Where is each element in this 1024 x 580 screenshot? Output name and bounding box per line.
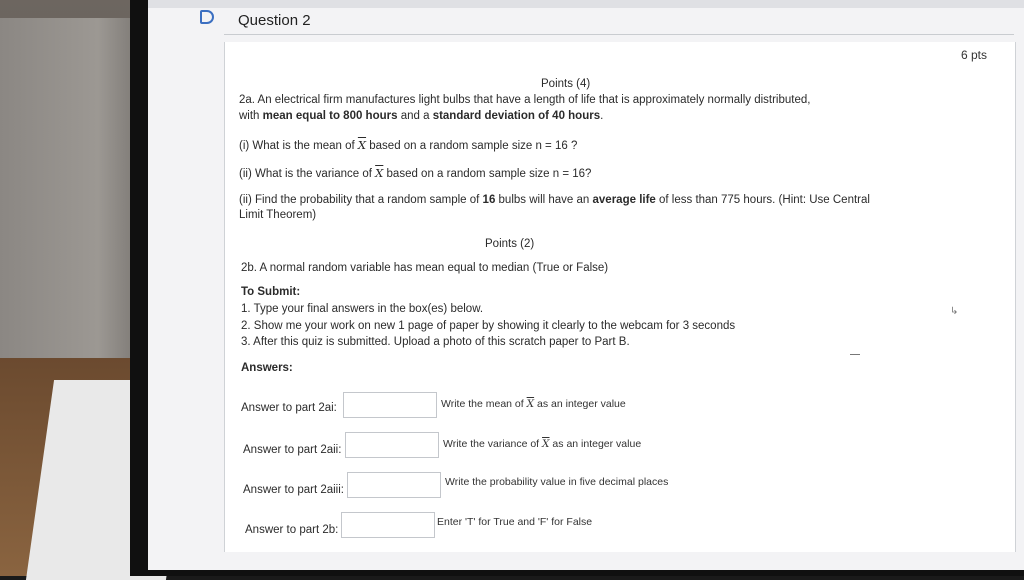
flag-question-icon[interactable] — [200, 10, 214, 24]
intro-mean: mean equal to 800 hours — [262, 110, 398, 122]
hint-text: Write the mean of — [441, 398, 527, 410]
question-iii-text: (ii) Find the probability that a random sample of — [239, 194, 483, 206]
intro-text: with — [239, 110, 263, 122]
answer-2aii-input[interactable] — [345, 432, 439, 458]
question-ii — [239, 166, 591, 180]
header-divider — [224, 34, 1014, 35]
answer-2b-label: Answer to part 2b: — [245, 524, 339, 536]
answer-2aiii-hint — [445, 476, 668, 488]
hint-text: as an integer value — [549, 438, 642, 450]
part-b-statement: 2b. A normal random variable has mean equal to median (True or False) — [241, 262, 609, 274]
part-a-intro-line2 — [239, 110, 603, 122]
scroll-marker — [850, 354, 860, 355]
question-i-text: based on a random sample size n = 16 ? — [366, 140, 578, 152]
submit-heading: To Submit: — [241, 286, 301, 298]
hint-text: as an integer value — [534, 398, 626, 410]
answer-2ai-hint — [441, 398, 626, 410]
answer-2b-hint — [437, 516, 592, 528]
top-strip — [148, 0, 1024, 8]
hint-text: Enter 'T' for True and 'F' for False — [437, 516, 593, 528]
question-iii-line2: Limit Theorem) — [239, 209, 317, 221]
xbar-symbol: $\overline{X}$ — [357, 138, 367, 152]
question-points: 6 pts — [960, 48, 987, 62]
quiz-screen — [148, 0, 1024, 570]
answer-2aiii-label: Answer to part 2aiii: — [243, 484, 344, 496]
question-card — [224, 42, 1016, 552]
question-i — [239, 138, 577, 152]
hint-text: Write the probability value in five decimal places — [445, 476, 669, 488]
question-title: Question 2 — [238, 12, 311, 29]
answer-2ai-label: Answer to part 2ai: — [241, 402, 337, 414]
question-ii-text: (ii) What is the variance of — [239, 168, 376, 180]
answer-2ai-input[interactable] — [343, 392, 437, 418]
question-iii-text: bulbs will have an — [495, 194, 593, 206]
background-monitor-left — [0, 18, 140, 358]
part-b-points: Points (2) — [485, 238, 535, 250]
question-ii-text: based on a random sample size n = 16? — [383, 168, 592, 180]
answer-2b-input[interactable] — [341, 512, 435, 538]
question-i-text: (i) What is the mean of — [239, 140, 358, 152]
part-a-points: Points (4) — [541, 78, 591, 90]
xbar-symbol: $\overline{X}$ — [375, 166, 384, 180]
xbar-symbol: $\overline{X}$ — [526, 398, 535, 410]
xbar-symbol: $\overline{X}$ — [542, 438, 550, 450]
submit-step-1: 1. Type your final answers in the box(es) below. — [241, 303, 484, 315]
question-iii-text: of less than 775 hours. (Hint: Use Central — [655, 194, 870, 206]
question-iii-bold: 16 — [482, 194, 496, 206]
question-iii-bold: average life — [592, 194, 656, 206]
answer-2aii-hint — [443, 438, 641, 450]
intro-text: and a — [397, 110, 433, 122]
mouse-cursor-icon: ↳ — [950, 306, 959, 317]
answer-2aiii-input[interactable] — [347, 472, 441, 498]
answer-2aii-label: Answer to part 2aii: — [243, 444, 342, 456]
intro-text: . — [600, 110, 604, 122]
question-iii-line1 — [239, 194, 870, 206]
submit-step-2: 2. Show me your work on new 1 page of paper by showing it clearly to the webcam for 3 seconds — [241, 320, 736, 332]
hint-text: Write the variance of — [443, 438, 543, 450]
intro-std: standard deviation of 40 hours — [432, 110, 601, 122]
submit-step-3: 3. After this quiz is submitted. Upload a photo of this scratch paper to Part B. — [241, 336, 630, 348]
part-a-intro-line1: 2a. An electrical firm manufactures light bulbs that have a length of life that is approximately normally distributed, — [239, 94, 811, 106]
answers-heading: Answers: — [241, 362, 293, 374]
